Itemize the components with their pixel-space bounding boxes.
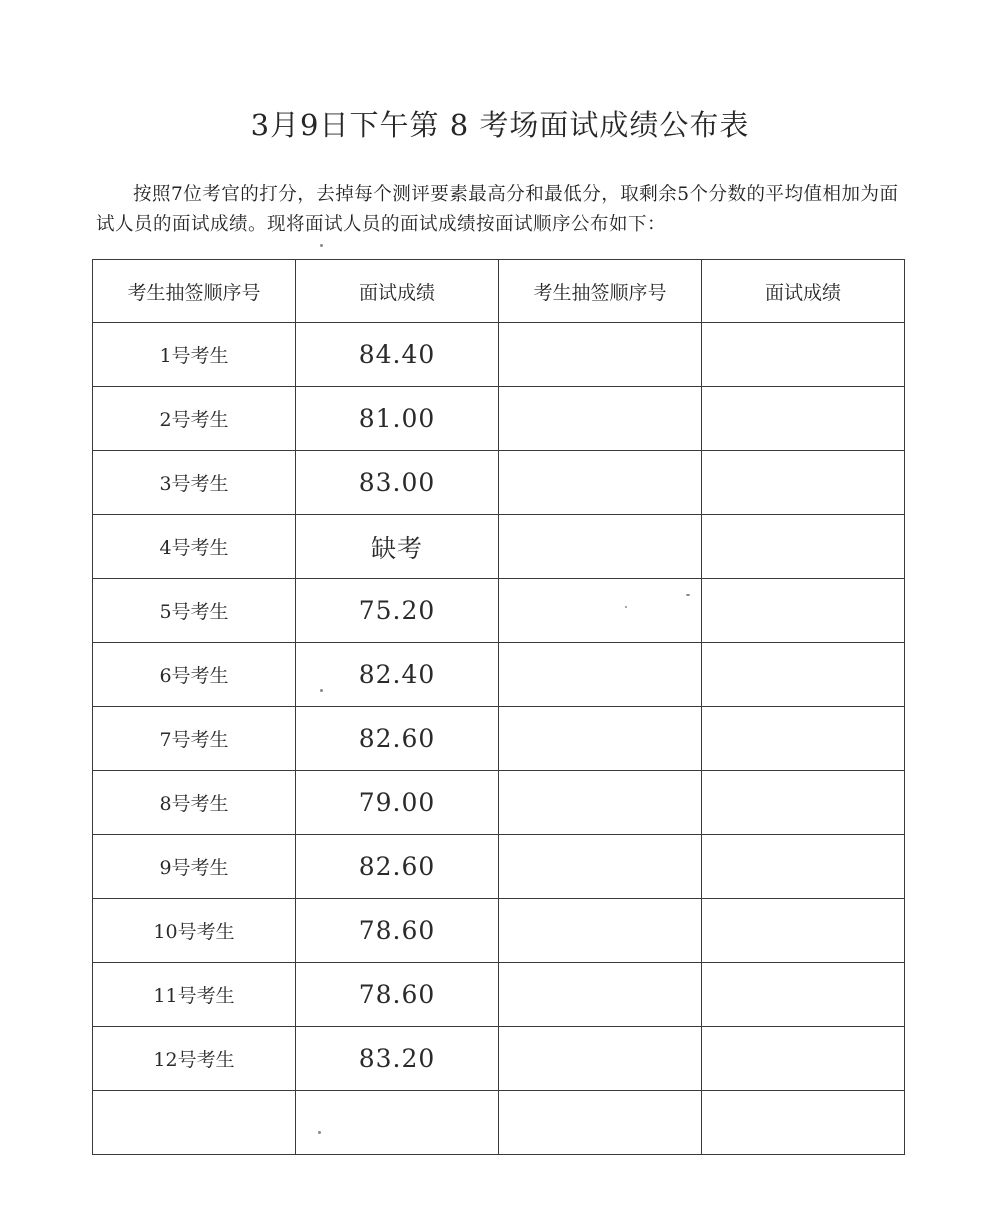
candidate-cell-2 [499, 387, 702, 451]
score-cell-2 [702, 771, 905, 835]
table-row [93, 899, 905, 963]
score-cell [296, 1091, 499, 1155]
candidate-cell: 1号考生 [93, 323, 296, 387]
table-row [93, 451, 905, 515]
intro-paragraph: 按照7位考官的打分，去掉每个测评要素最高分和最低分，取剩余5个分数的平均值相加为面试人员的面试成绩。现将面试人员的面试成绩按面试顺序公布如下： [96, 184, 899, 235]
score-cell: 83.20 [296, 1027, 499, 1091]
score-cell-2 [702, 1027, 905, 1091]
table-header-row [93, 260, 905, 323]
candidate-cell-2 [499, 323, 702, 387]
score-table-body [93, 323, 905, 1155]
candidate-cell-2 [499, 515, 702, 579]
score-cell: 82.40 [296, 643, 499, 707]
candidate-cell: 7号考生 [93, 707, 296, 771]
score-cell: 78.60 [296, 899, 499, 963]
candidate-cell-2 [499, 1091, 702, 1155]
header-interview-score: 面试成绩 [296, 260, 499, 323]
table-row [93, 771, 905, 835]
score-cell-2 [702, 387, 905, 451]
score-cell-2 [702, 963, 905, 1027]
score-cell-2 [702, 643, 905, 707]
scan-speck [686, 594, 690, 596]
candidate-cell-2 [499, 643, 702, 707]
scan-speck [625, 606, 627, 608]
scan-speck [318, 1131, 321, 1134]
candidate-cell-2 [499, 963, 702, 1027]
score-cell-2 [702, 515, 905, 579]
table-row [93, 323, 905, 387]
table-row [93, 963, 905, 1027]
header-candidate-number: 考生抽签顺序号 [93, 260, 296, 323]
table-row [93, 643, 905, 707]
candidate-cell: 5号考生 [93, 579, 296, 643]
score-cell: 82.60 [296, 835, 499, 899]
score-cell: 82.60 [296, 707, 499, 771]
header-interview-score-2: 面试成绩 [702, 260, 905, 323]
scan-speck [320, 244, 323, 247]
table-row [93, 515, 905, 579]
score-cell-2 [702, 1091, 905, 1155]
candidate-cell: 2号考生 [93, 387, 296, 451]
score-cell: 75.20 [296, 579, 499, 643]
table-row [93, 579, 905, 643]
table-row [93, 1027, 905, 1091]
score-cell-2 [702, 451, 905, 515]
candidate-cell-2 [499, 835, 702, 899]
score-cell: 83.00 [296, 451, 499, 515]
candidate-cell-2 [499, 451, 702, 515]
header-candidate-number-2: 考生抽签顺序号 [499, 260, 702, 323]
score-cell-2 [702, 899, 905, 963]
candidate-cell-2 [499, 707, 702, 771]
table-row [93, 387, 905, 451]
table-row [93, 835, 905, 899]
score-cell-2 [702, 707, 905, 771]
document-title: 3月9日下午第 8 考场面试成绩公布表 [250, 108, 750, 142]
candidate-cell: 9号考生 [93, 835, 296, 899]
candidate-cell: 8号考生 [93, 771, 296, 835]
candidate-cell-2 [499, 771, 702, 835]
score-cell: 79.00 [296, 771, 499, 835]
score-cell-2 [702, 579, 905, 643]
table-row [93, 1091, 905, 1155]
candidate-cell: 12号考生 [93, 1027, 296, 1091]
candidate-cell: 4号考生 [93, 515, 296, 579]
candidate-cell-2 [499, 899, 702, 963]
score-table [92, 259, 905, 1155]
table-row [93, 707, 905, 771]
score-cell: 78.60 [296, 963, 499, 1027]
score-cell-2 [702, 323, 905, 387]
candidate-cell [93, 1091, 296, 1155]
candidate-cell: 6号考生 [93, 643, 296, 707]
score-cell: 81.00 [296, 387, 499, 451]
scan-speck [320, 689, 323, 692]
score-cell: 84.40 [296, 323, 499, 387]
candidate-cell-2 [499, 1027, 702, 1091]
candidate-cell: 10号考生 [93, 899, 296, 963]
score-cell-2 [702, 835, 905, 899]
candidate-cell: 11号考生 [93, 963, 296, 1027]
candidate-cell-2 [499, 579, 702, 643]
candidate-cell: 3号考生 [93, 451, 296, 515]
score-cell: 缺考 [296, 515, 499, 579]
